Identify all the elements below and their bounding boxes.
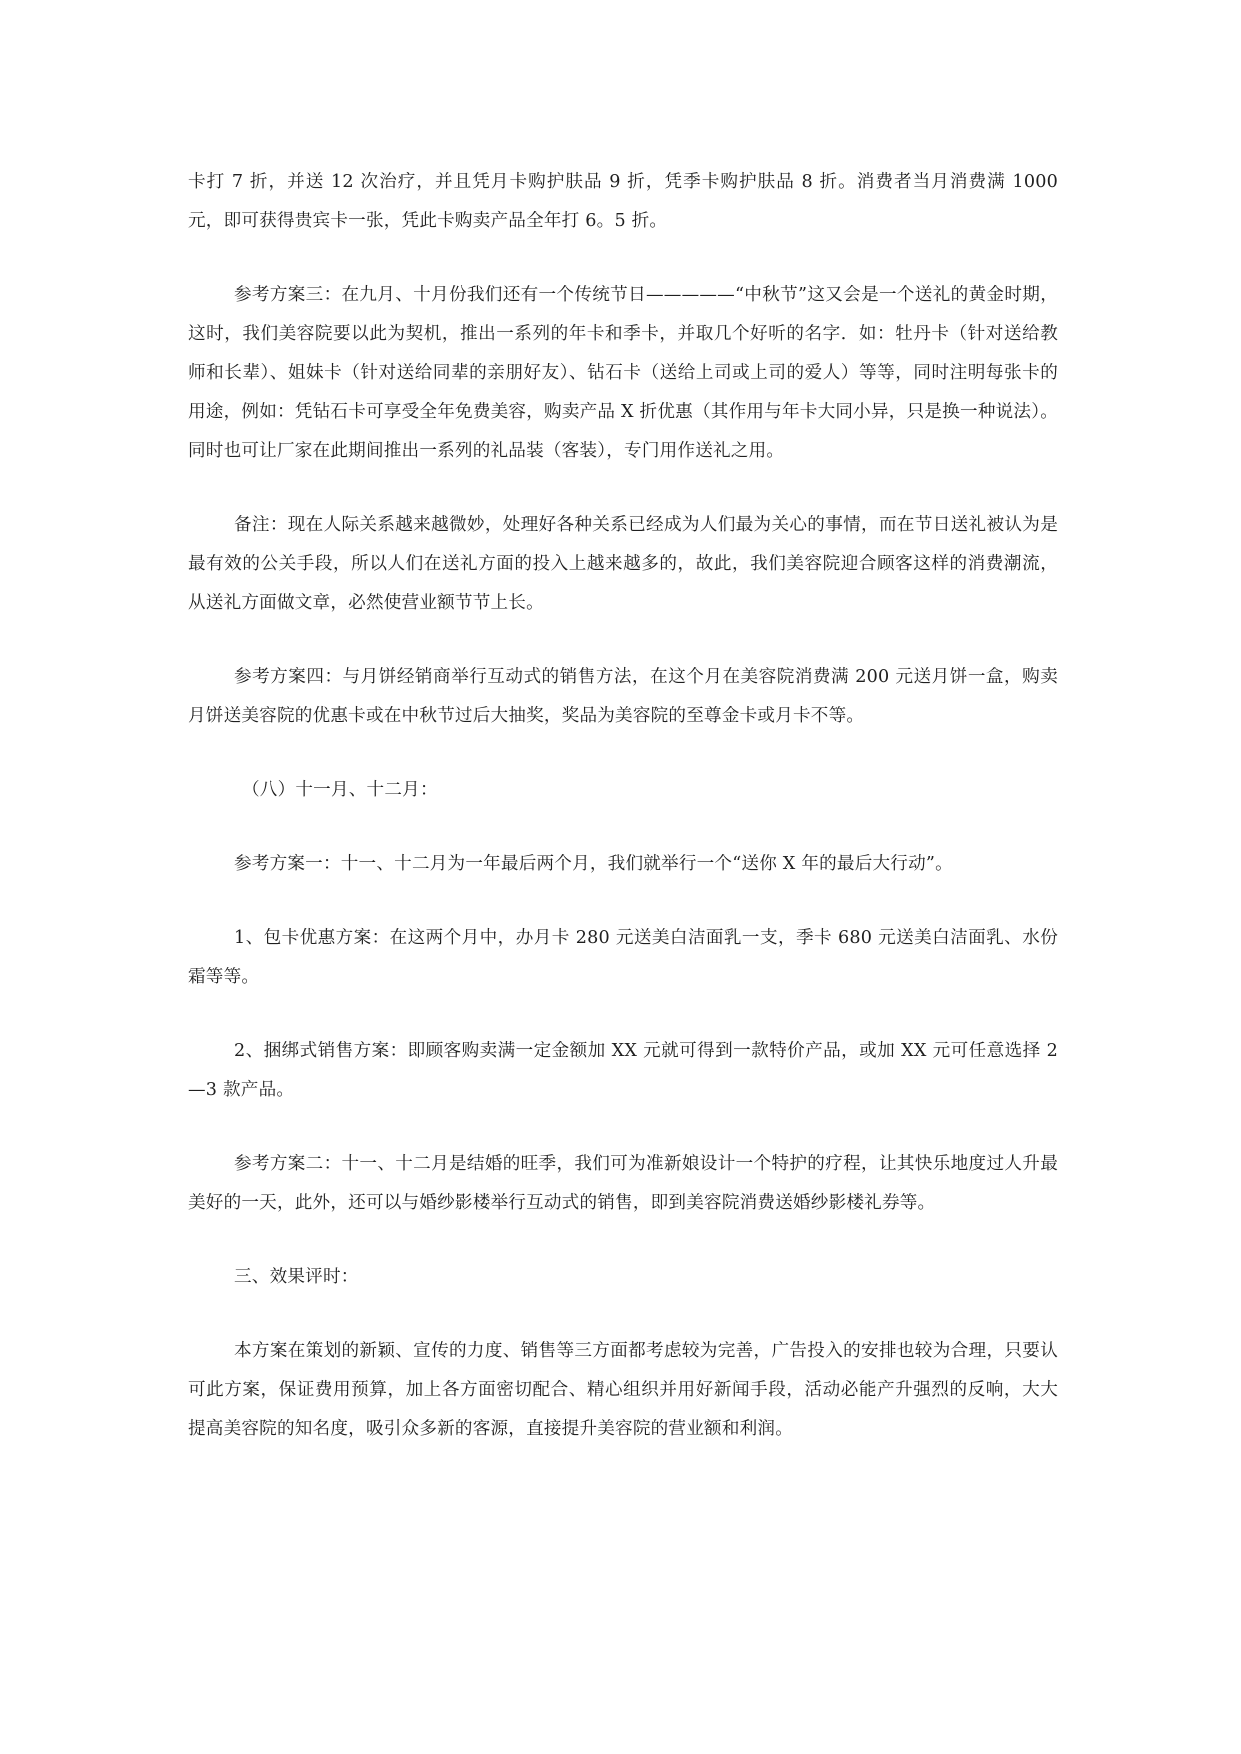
paragraph-plan-one: 参考方案一：十一、十二月为一年最后两个月，我们就举行一个“送你 X 年的最后大行动”。 xyxy=(234,854,953,874)
section-heading-nov-dec: （八）十一月、十二月： xyxy=(242,780,438,800)
paragraph-bundle-sales: 2、捆绑式销售方案：即顾客购卖满一定金额加 XX 元就可得到一款特价产品，或加 XX 元可任意选择 2—3 款产品。 xyxy=(188,1041,1058,1100)
paragraph-plan-three: 参考方案三：在九月、十月份我们还有一个传统节日—————“中秋节”这又会是一个送礼的黄金时期，这时，我们美容院要以此为契机，推出一系列的年卡和季卡，并取几个好听的名字．如：牡丹卡（针对送给教师和长辈）、姐妹卡（针对送给同辈的亲朋好友）、钻石卡（送给上司或上司的爱人）等等，同时注明每张卡的用途，例如：凭钻石卡可享受全年免费美容，购卖产品 X 折优惠（其作用与年卡大同小异，只是换一种说法）。同时也可让厂家在此期间推出一系列的礼品装（客装），专门用作送礼之用。 xyxy=(188,285,1058,461)
paragraph-remark: 备注：现在人际关系越来越微妙，处理好各种关系已经成为人们最为关心的事情，而在节日送礼被认为是最有效的公关手段，所以人们在送礼方面的投入上越来越多的，故此，我们美容院迎合顾客这样的消费潮流，从送礼方面做文章，必然使营业额节节上长。 xyxy=(188,515,1058,613)
paragraph-conclusion: 本方案在策划的新颖、宣传的力度、销售等三方面都考虑较为完善，广告投入的安排也较为合理，只要认可此方案，保证费用预算，加上各方面密切配合、精心组织并用好新闻手段，活动必能产升强烈的反响，大大提高美容院的知名度，吸引众多新的客源，直接提升美容院的营业额和利润。 xyxy=(188,1341,1058,1439)
paragraph-package-offer: 1、包卡优惠方案：在这两个月中，办月卡 280 元送美白洁面乳一支，季卡 680 元送美白洁面乳、水份霜等等。 xyxy=(188,928,1058,987)
paragraph-card-discounts: 卡打 7 折，并送 12 次治疗，并且凭月卡购护肤品 9 折，凭季卡购护肤品 8 折。消费者当月消费满 1000 元，即可获得贵宾卡一张，凭此卡购卖产品全年打 6。5 折。 xyxy=(188,172,1058,231)
paragraph-plan-two: 参考方案二：十一、十二月是结婚的旺季，我们可为准新娘设计一个特护的疗程，让其快乐地度过人升最美好的一天，此外，还可以与婚纱影楼举行互动式的销售，即到美容院消费送婚纱影楼礼券等。 xyxy=(188,1154,1058,1213)
paragraph-plan-four: 参考方案四：与月饼经销商举行互动式的销售方法，在这个月在美容院消费满 200 元送月饼一盒，购卖月饼送美容院的优惠卡或在中秋节过后大抽奖，奖品为美容院的至尊金卡或月卡不等。 xyxy=(188,667,1058,726)
section-heading-evaluation: 三、效果评时： xyxy=(234,1267,359,1287)
document-body xyxy=(188,163,1058,1484)
